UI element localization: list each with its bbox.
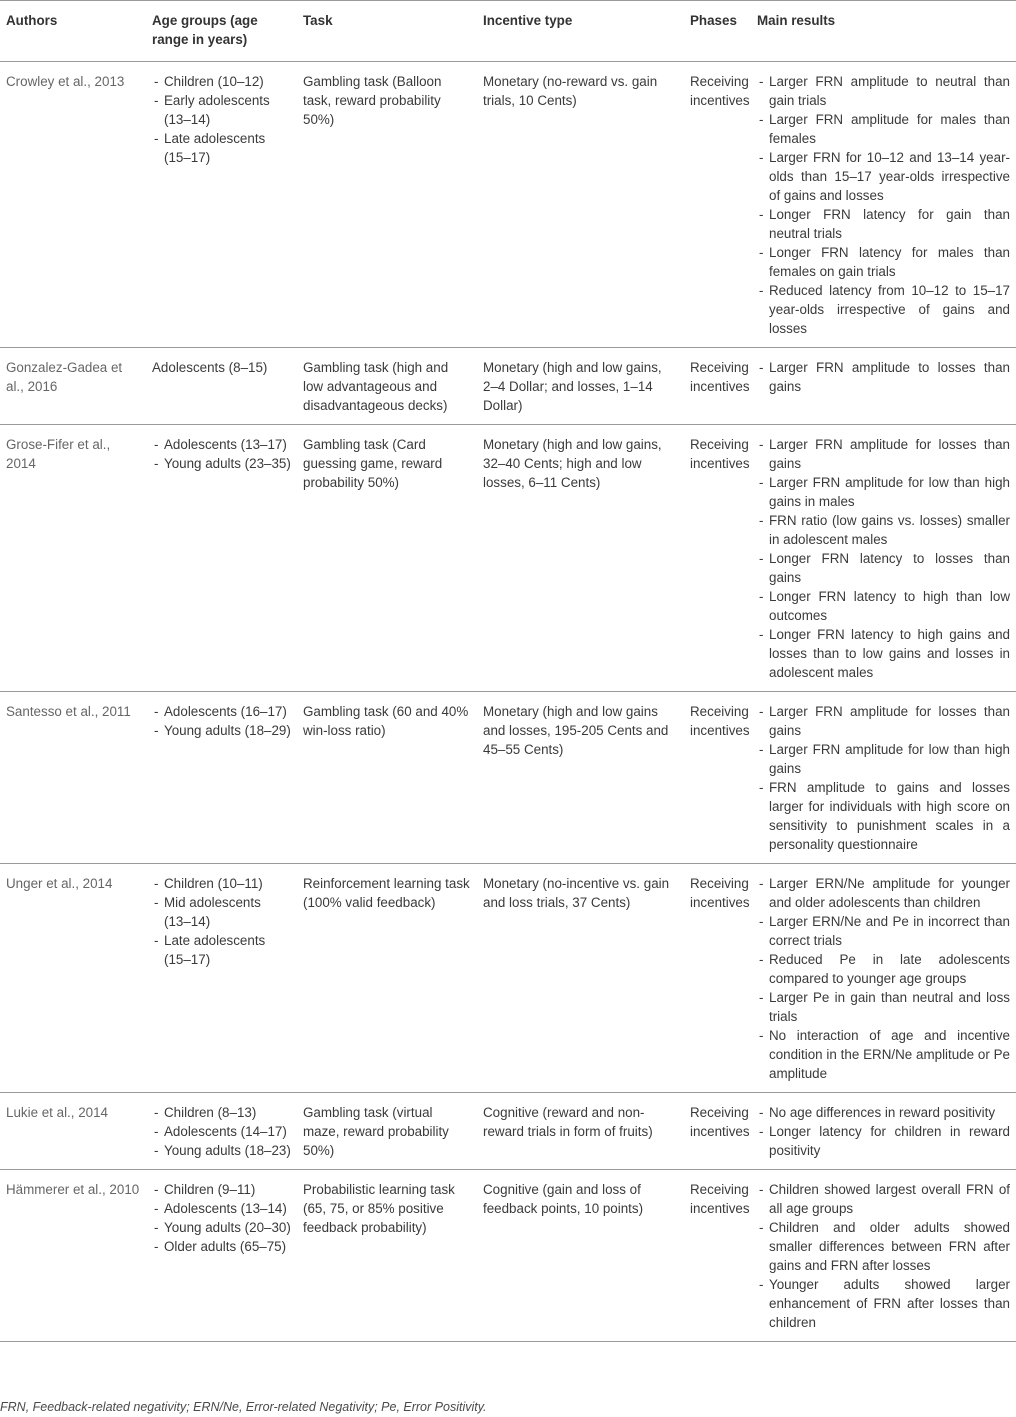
result-item: - Larger FRN amplitude for low than high gains — [757, 740, 1010, 778]
result-item: - Longer FRN latency for males than females on gain trials — [757, 243, 1010, 281]
main-results-cell — [751, 1093, 1016, 1170]
incentive-cell: Monetary (high and low gains and losses, 195-205 Cents and 45–55 Cents) — [477, 692, 684, 864]
main-results-cell — [751, 62, 1016, 348]
header-task: Task — [297, 1, 477, 62]
incentive-cell: Monetary (no-reward vs. gain trials, 10 Cents) — [477, 62, 684, 348]
author-cell: Crowley et al., 2013 — [0, 62, 146, 348]
result-item: - Longer FRN latency to high gains and losses than to low gains and losses in adolescent males — [757, 625, 1010, 682]
age-group-item: - Children (10–11) — [152, 874, 291, 893]
result-item: - Reduced latency from 10–12 to 15–17 year-olds irrespective of gains and losses — [757, 281, 1010, 338]
header-main-results: Main results — [751, 1, 1016, 62]
age-group-item: - Children (8–13) — [152, 1103, 291, 1122]
age-groups-cell — [146, 1170, 297, 1342]
author-cell: Grose-Fifer et al., 2014 — [0, 425, 146, 692]
age-group-list — [152, 702, 291, 740]
result-item: - Larger FRN amplitude for low than high gains in males — [757, 473, 1010, 511]
age-group-list — [152, 874, 291, 969]
age-group-list — [152, 435, 291, 473]
results-list — [757, 1180, 1010, 1332]
age-group-list — [152, 72, 291, 167]
results-list — [757, 72, 1010, 338]
age-group-item: - Young adults (18–23) — [152, 1141, 291, 1160]
phase-cell: Receiving incentives — [684, 692, 751, 864]
age-group-item: - Young adults (23–35) — [152, 454, 291, 473]
author-cell: Gonzalez-Gadea et al., 2016 — [0, 348, 146, 425]
task-cell: Gambling task (high and low advantageous and disadvantageous decks) — [297, 348, 477, 425]
task-cell: Probabilistic learning task (65, 75, or 85% positive feedback probability) — [297, 1170, 477, 1342]
result-item: - Reduced Pe in late adolescents compared to younger age groups — [757, 950, 1010, 988]
result-item: - Longer FRN latency for gain than neutral trials — [757, 205, 1010, 243]
incentive-cell: Monetary (high and low gains, 2–4 Dollar; and losses, 1–14 Dollar) — [477, 348, 684, 425]
age-group-item: - Children (10–12) — [152, 72, 291, 91]
incentive-cell: Cognitive (gain and loss of feedback points, 10 points) — [477, 1170, 684, 1342]
phase-cell: Receiving incentives — [684, 1093, 751, 1170]
incentive-cell: Monetary (no-incentive vs. gain and loss trials, 37 Cents) — [477, 864, 684, 1093]
age-group-list — [152, 1103, 291, 1160]
age-group-item: - Adolescents (13–17) — [152, 435, 291, 454]
task-cell: Gambling task (Card guessing game, reward probability 50%) — [297, 425, 477, 692]
age-group-item: - Children (9–11) — [152, 1180, 291, 1199]
table-row — [0, 425, 1016, 692]
task-cell: Gambling task (Balloon task, reward probability 50%) — [297, 62, 477, 348]
result-item: - Younger adults showed larger enhancement of FRN after losses than children — [757, 1275, 1010, 1332]
results-list — [757, 435, 1010, 682]
age-group-item: - Older adults (65–75) — [152, 1237, 291, 1256]
phase-cell: Receiving incentives — [684, 864, 751, 1093]
result-item: - Larger FRN amplitude for losses than gains — [757, 702, 1010, 740]
result-item: - No age differences in reward positivity — [757, 1103, 1010, 1122]
phase-cell: Receiving incentives — [684, 425, 751, 692]
table-row — [0, 62, 1016, 348]
task-cell: Gambling task (60 and 40% win-loss ratio) — [297, 692, 477, 864]
author-cell: Lukie et al., 2014 — [0, 1093, 146, 1170]
results-list — [757, 874, 1010, 1083]
result-item: - Longer FRN latency to high than low outcomes — [757, 587, 1010, 625]
age-group-item: - Young adults (18–29) — [152, 721, 291, 740]
results-list — [757, 358, 1010, 396]
table-row — [0, 348, 1016, 425]
table-row — [0, 864, 1016, 1093]
table-footnote: FRN, Feedback-related negativity; ERN/Ne, Error-related Negativity; Pe, Error Positivity. — [0, 1400, 487, 1414]
table-body — [0, 62, 1016, 1342]
result-item: - Larger FRN for 10–12 and 13–14 year-olds than 15–17 year-olds irrespective of gains and losses — [757, 148, 1010, 205]
incentive-cell: Cognitive (reward and non-reward trials in form of fruits) — [477, 1093, 684, 1170]
author-cell: Hämmerer et al., 2010 — [0, 1170, 146, 1342]
table-row — [0, 692, 1016, 864]
header-phases: Phases — [684, 1, 751, 62]
main-results-cell — [751, 1170, 1016, 1342]
age-groups-cell — [146, 864, 297, 1093]
age-group-item: - Late adolescents (15–17) — [152, 129, 291, 167]
result-item: - FRN amplitude to gains and losses larger for individuals with high score on sensitivity to punishment scales in a personality questionnaire — [757, 778, 1010, 854]
result-item: - Children and older adults showed smaller differences between FRN after gains and FRN after losses — [757, 1218, 1010, 1275]
result-item: - FRN ratio (low gains vs. losses) smaller in adolescent males — [757, 511, 1010, 549]
task-cell: Reinforcement learning task (100% valid feedback) — [297, 864, 477, 1093]
main-results-cell — [751, 864, 1016, 1093]
phase-cell: Receiving incentives — [684, 348, 751, 425]
age-group-item: - Mid adolescents (13–14) — [152, 893, 291, 931]
result-item: - Larger ERN/Ne and Pe in incorrect than correct trials — [757, 912, 1010, 950]
age-groups-cell: Adolescents (8–15) — [146, 348, 297, 425]
main-results-cell — [751, 425, 1016, 692]
result-item: - Children showed largest overall FRN of all age groups — [757, 1180, 1010, 1218]
result-item: - Larger FRN amplitude for losses than gains — [757, 435, 1010, 473]
result-item: - Longer latency for children in reward positivity — [757, 1122, 1010, 1160]
table-row — [0, 1093, 1016, 1170]
age-groups-cell — [146, 62, 297, 348]
age-groups-cell — [146, 425, 297, 692]
result-item: - Longer FRN latency to losses than gains — [757, 549, 1010, 587]
results-list — [757, 1103, 1010, 1160]
table-row — [0, 1170, 1016, 1342]
main-results-cell — [751, 692, 1016, 864]
phase-cell: Receiving incentives — [684, 1170, 751, 1342]
age-groups-cell — [146, 1093, 297, 1170]
result-item: - Larger Pe in gain than neutral and loss trials — [757, 988, 1010, 1026]
result-item: - Larger FRN amplitude for males than females — [757, 110, 1010, 148]
result-item: - Larger ERN/Ne amplitude for younger and older adolescents than children — [757, 874, 1010, 912]
age-group-item: - Late adolescents (15–17) — [152, 931, 291, 969]
age-groups-cell — [146, 692, 297, 864]
age-group-item: - Adolescents (14–17) — [152, 1122, 291, 1141]
table-header — [0, 1, 1016, 62]
age-group-item: - Adolescents (13–14) — [152, 1199, 291, 1218]
task-cell: Gambling task (virtual maze, reward probability 50%) — [297, 1093, 477, 1170]
age-group-list — [152, 1180, 291, 1256]
main-results-cell — [751, 348, 1016, 425]
result-item: - Larger FRN amplitude to losses than gains — [757, 358, 1010, 396]
header-age-groups: Age groups (age range in years) — [146, 1, 297, 62]
incentive-cell: Monetary (high and low gains, 32–40 Cents; high and low losses, 6–11 Cents) — [477, 425, 684, 692]
results-list — [757, 702, 1010, 854]
age-group-item: - Young adults (20–30) — [152, 1218, 291, 1237]
header-authors: Authors — [0, 1, 146, 62]
age-group-item: - Early adolescents (13–14) — [152, 91, 291, 129]
phase-cell: Receiving incentives — [684, 62, 751, 348]
age-group-item: - Adolescents (16–17) — [152, 702, 291, 721]
author-cell: Unger et al., 2014 — [0, 864, 146, 1093]
author-cell: Santesso et al., 2011 — [0, 692, 146, 864]
header-incentive-type: Incentive type — [477, 1, 684, 62]
result-item: - No interaction of age and incentive condition in the ERN/Ne amplitude or Pe amplitude — [757, 1026, 1010, 1083]
result-item: - Larger FRN amplitude to neutral than gain trials — [757, 72, 1010, 110]
